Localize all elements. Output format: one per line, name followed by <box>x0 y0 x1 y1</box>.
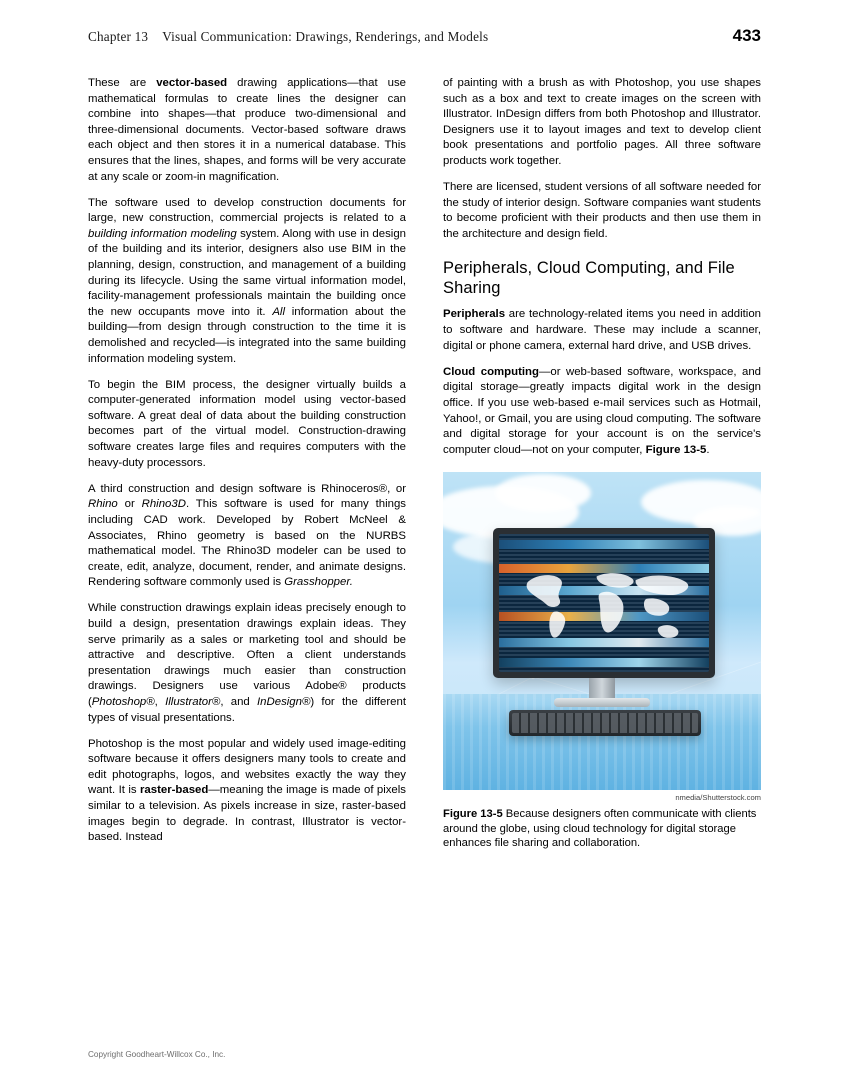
keyboard <box>509 710 701 736</box>
running-head <box>88 29 488 45</box>
page-columns <box>88 76 761 1016</box>
keyboard-keys <box>512 713 698 733</box>
screen-data-strip <box>499 540 709 549</box>
section-heading: Peripherals, Cloud Computing, and File Sharing <box>443 259 735 298</box>
paragraph-text: —or web-based software, workspace, and digital storage—greatly impacts digital work in the design office. If you use web-based e-mail services such as Hotmail, Yahoo!, or Gmail, you are using cloud computing. The software and digital storage for your account is on the service's computer cloud—not on your computer, <box>443 365 761 456</box>
figure-reference: Figure 13-5 <box>645 443 707 456</box>
computer-monitor <box>493 528 715 678</box>
world-map-graphic <box>511 556 697 649</box>
figure-13-5 <box>443 472 761 851</box>
page-header <box>88 26 761 46</box>
chapter-label: Chapter 13 <box>88 29 149 44</box>
screen-data-strip <box>499 658 709 667</box>
figure-caption <box>443 807 761 851</box>
paragraph <box>443 307 761 354</box>
figure-caption-text: Because designers often communicate with clients around the globe, using cloud technology for digital storage enhances file sharing and collaboration. <box>443 808 757 850</box>
paragraph: of painting with a brush as with Photoshop, you use shapes such as a box and text to create images on the screen with Illustrator. InDesign differs from both Photoshop and Illustrator. Designers use it to layout images and text to develop client book presentations and portfolio pages. All three software products work together. <box>443 77 761 167</box>
term-peripherals: Peripherals <box>443 308 506 321</box>
paragraph: There are licensed, student versions of all software needed for the study of interior design. Software companies want students to become proficient with their products and then use them in the architecture and design field. <box>443 181 761 240</box>
paragraph: To begin the BIM process, the designer virtually builds a computer-generated information model using vector-based software. A great deal of data about the building construction becomes part of the virtual model. Construction-drawing software creates large files and requires computers with the heavy-duty processors. <box>88 378 406 469</box>
paragraph <box>443 365 761 459</box>
term-cloud-computing: Cloud computing <box>443 365 539 378</box>
monitor-stand-base <box>554 698 650 707</box>
chapter-title: Visual Communication: Drawings, Renderings, and Models <box>162 29 489 44</box>
monitor-screen <box>499 534 709 672</box>
paragraph-text-end: . <box>706 443 710 456</box>
paragraph: A third construction and design software is Rhinoceros®, or Rhino or Rhino3D. This software is used for many things including CAD work. Developed by Robert McNeel & Associates, Rhino geometry is based on the NURBS mathematical model. The Rhino3D modeler can be used to create, edit, analyze, document, render, and animate designs. Rendering software commonly used is Grasshopper. <box>88 482 406 589</box>
image-credit: nmedia/Shutterstock.com <box>675 793 761 803</box>
paragraph: The software used to develop construction documents for large, new construction, commercial projects is related to a building information modeling system. Along with use in design of the building and its interior, designers also use BIM in the planning, design, construction, and management of a building during its lifecycle. Using the same virtual information model, facility-management professionals maintain the building once the new occupants move into it. All information about the building—from design through construction to the time it is demolished and recycled—is integrated into the same building information modeling system. <box>88 196 406 365</box>
page-number: 433 <box>732 26 761 45</box>
water-surface <box>443 694 761 790</box>
copyright-footer: Copyright Goodheart-Willcox Co., Inc. <box>88 1050 226 1059</box>
paragraph: While construction drawings explain ideas precisely enough to build a design, presentation drawings explain ideas. They serve primarily as a sales or marketing tool and should be attractive and descriptive. Often a client understands presentation drawings much easier than construction drawings. Designers use various Adobe® products (Photoshop®, Illustrator®, and InDesign®) for the different types of visual presentations. <box>88 602 406 724</box>
figure-number: Figure 13-5 <box>443 808 503 821</box>
monitor-stand-neck <box>589 678 615 700</box>
paragraph-text: are technology-related items you need in addition to software and hardware. These may include a scanner, digital or phone camera, external hard drive, and USB drives. <box>443 308 761 352</box>
right-column <box>443 76 761 851</box>
figure-image <box>443 472 761 790</box>
paragraph: These are vector-based drawing applications—that use mathematical formulas to create lines the designer can combine into shapes—that produce two-dimensional and three-dimensional documents. Vector-based software draws each object and then stores it in a numerical database. This ensures that the lines, shapes, and forms will be very accurate at any scale or zoom-in magnification. <box>88 77 407 183</box>
left-column <box>88 76 406 846</box>
paragraph: Photoshop is the most popular and widely used image-editing software because it offers designers many tools to create and edit photographs, logos, and websites exactly the way they want. It is raster-based—meaning the image is made of pixels similar to a television. As pixels increase in size, raster-based images begin to degrade. In contrast, Illustrator is vector-based. Instead <box>88 737 406 844</box>
